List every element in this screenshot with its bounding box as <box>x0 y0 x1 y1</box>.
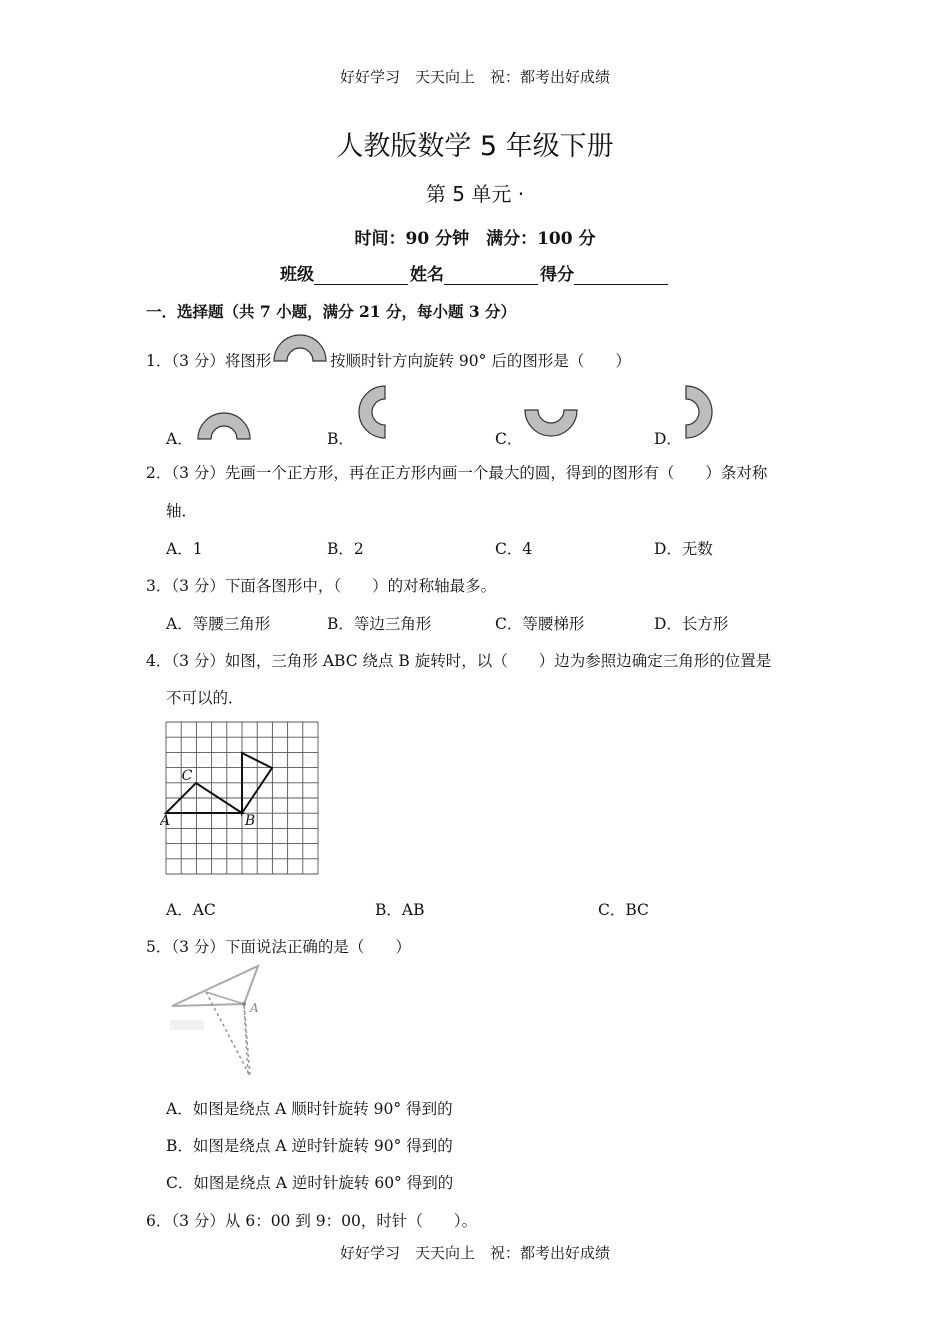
question-2-line-2: 轴． <box>166 502 198 520</box>
q1-option-c-label[interactable]: C． <box>495 430 523 448</box>
q2-option-b[interactable]: B．2 <box>327 540 364 558</box>
unit-title: 第 5 单元 · <box>425 182 525 206</box>
q3-option-a[interactable]: A．等腰三角形 <box>166 615 271 633</box>
q1-option-b-shape[interactable] <box>356 384 388 440</box>
label-b: B <box>244 813 256 829</box>
q3-option-c[interactable]: C．等腰梯形 <box>495 615 585 633</box>
page-header: 好好学习 天天向上 祝：都考出好成绩 <box>339 68 610 86</box>
score-label: 得分 <box>540 265 574 285</box>
q4-option-a[interactable]: A．AC <box>166 901 216 919</box>
q1-option-d-shape[interactable] <box>683 384 715 440</box>
q1-option-a-label[interactable]: A． <box>166 430 193 448</box>
q3-option-d[interactable]: D．长方形 <box>654 615 729 633</box>
q1-option-b-label[interactable]: B． <box>327 430 354 448</box>
q1-option-a-shape[interactable] <box>196 411 252 441</box>
q1-option-d-label[interactable]: D． <box>654 430 682 448</box>
class-label: 班级 <box>280 265 314 285</box>
q1-option-c-shape[interactable] <box>523 408 579 440</box>
time-info: 时间：90 分钟 满分：100 分 <box>354 229 596 249</box>
score-blank[interactable] <box>574 266 668 285</box>
q4-option-b[interactable]: B．AB <box>375 901 425 919</box>
q5-option-b[interactable]: B．如图是绕点 A 逆时针旋转 90° 得到的 <box>166 1137 453 1155</box>
q5-point-label: A <box>250 1001 259 1015</box>
class-blank[interactable] <box>314 266 408 285</box>
q4-option-c[interactable]: C．BC <box>598 901 649 919</box>
question-4-line-1: 4．（3 分）如图，三角形 ABC 绕点 B 旋转时，以（ ）边为参照边确定三角形的位置是 <box>146 652 772 670</box>
q5-solid-triangle <box>172 966 258 1006</box>
question-6: 6．（3 分）从 6：00 到 9：00，时针（ ）。 <box>146 1212 478 1230</box>
name-label: 姓名 <box>410 265 444 285</box>
q5-option-c[interactable]: C．如图是绕点 A 逆时针旋转 60° 得到的 <box>166 1174 454 1192</box>
q1-arch-figure <box>272 333 328 363</box>
q2-option-a[interactable]: A．1 <box>166 540 203 558</box>
section-heading: 一．选择题（共 7 小题，满分 21 分，每小题 3 分） <box>146 302 517 321</box>
label-a: A <box>160 813 171 829</box>
label-c: C <box>181 768 193 784</box>
page-title: 人教版数学 5 年级下册 <box>336 131 614 162</box>
q3-option-b[interactable]: B．等边三角形 <box>327 615 432 633</box>
question-5: 5．（3 分）下面说法正确的是（ ） <box>146 938 411 956</box>
q2-option-d[interactable]: D．无数 <box>654 540 713 558</box>
question-1-suffix: 按顺时针方向旋转 90° 后的图形是（ ） <box>330 352 631 370</box>
q4-grid-figure <box>160 716 324 878</box>
q2-option-c[interactable]: C．4 <box>495 540 533 558</box>
question-3: 3．（3 分）下面各图形中，（ ）的对称轴最多。 <box>146 577 497 595</box>
question-2-line-1: 2．（3 分）先画一个正方形，再在正方形内画一个最大的圆，得到的图形有（ ）条对称 <box>146 464 768 482</box>
question-4-line-2: 不可以的． <box>166 689 244 707</box>
question-1-prefix: 1．（3 分）将图形 <box>146 352 272 370</box>
student-fields <box>0 260 950 285</box>
name-blank[interactable] <box>444 266 538 285</box>
q5-rotation-figure <box>166 960 276 1080</box>
q5-option-a[interactable]: A．如图是绕点 A 顺时针旋转 90° 得到的 <box>166 1100 453 1118</box>
page-footer: 好好学习 天天向上 祝：都考出好成绩 <box>339 1244 610 1262</box>
